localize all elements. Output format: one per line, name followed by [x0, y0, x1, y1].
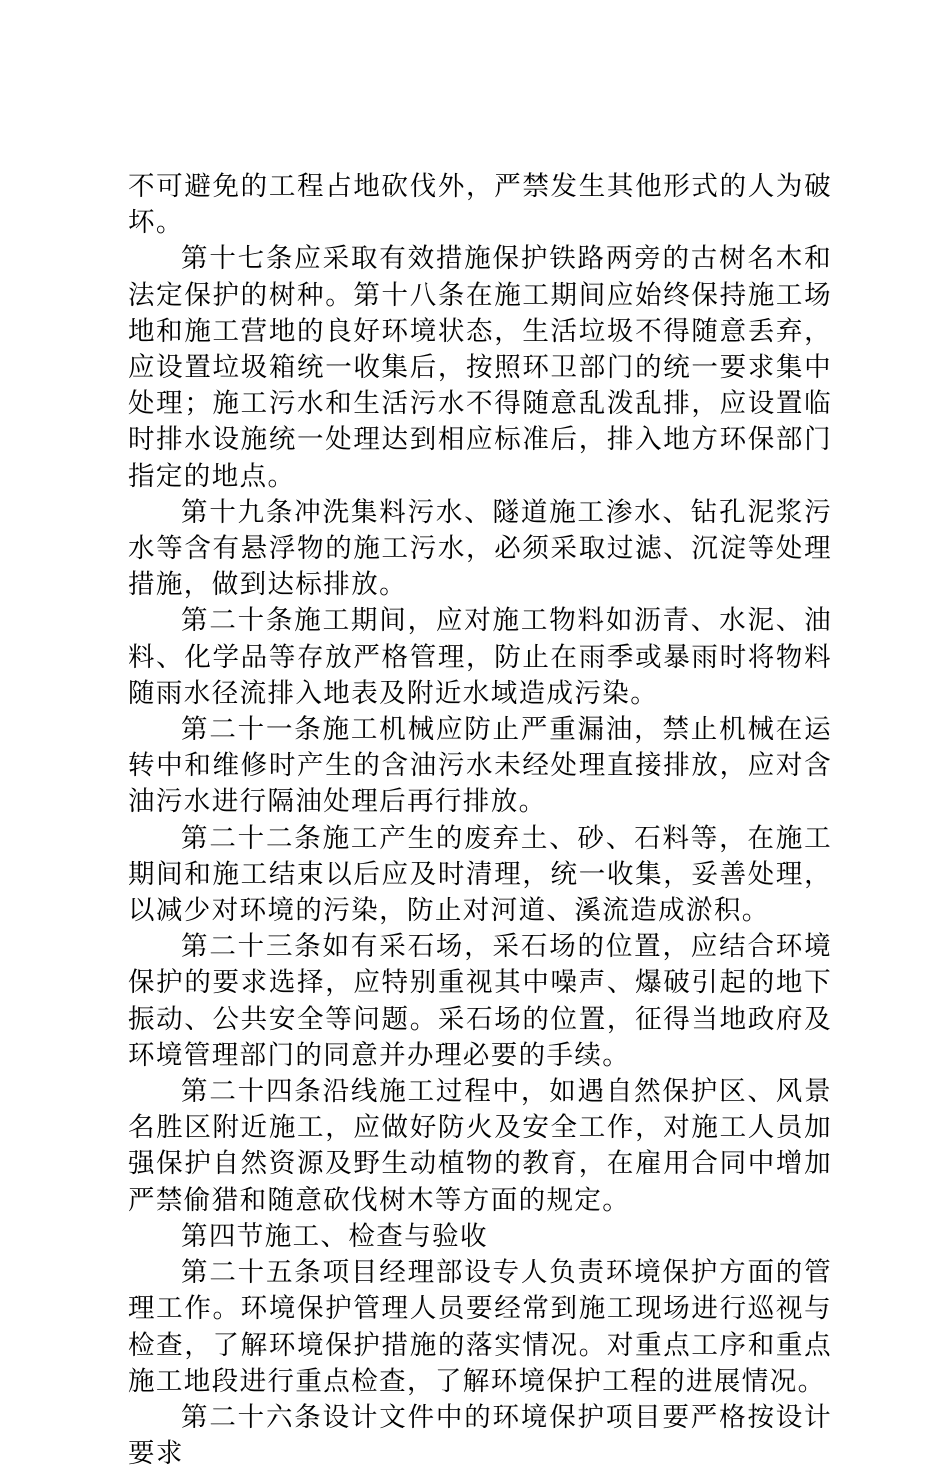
paragraph-article-24: 第二十四条沿线施工过程中，如遇自然保护区、风景名胜区附近施工，应做好防火及安全工作，对施工人员加强保护自然资源及野生动植物的教育，在雇用合同中增加严禁偷猎和随意砍伐树木等方面的规定。: [128, 1076, 832, 1216]
paragraph-article-22: 第二十二条施工产生的废弃土、砂、石料等，在施工期间和施工结束以后应及时清理，统一收集，妥善处理，以减少对环境的污染，防止对河道、溪流造成淤积。: [128, 822, 832, 927]
paragraph-article-21: 第二十一条施工机械应防止严重漏油，禁止机械在运转中和维修时产生的含油污水未经处理直接排放，应对含油污水进行隔油处理后再行排放。: [128, 714, 832, 818]
section-heading: 第四节施工、检查与验收: [181, 1220, 488, 1252]
paragraph-article-25: 第二十五条项目经理部设专人负责环境保护方面的管理工作。环境保护管理人员要经常到施工现场进行巡视与检查，了解环境保护措施的落实情况。对重点工序和重点施工地段进行重点检查，了解环境保护工程的进展情况。: [128, 1257, 832, 1397]
paragraph-article-17-18: 第十七条应采取有效措施保护铁路两旁的古树名木和法定保护的树种。第十八条在施工期间应始终保持施工场地和施工营地的良好环境状态，生活垃圾不得随意丢弃，应设置垃圾箱统一收集后，按照环卫部门的统一要求集中处理；施工污水和生活污水不得随意乱泼乱排，应设置临时排水设施统一处理达到相应标准后，排入地方环保部门指定的地点。: [128, 243, 832, 492]
paragraph-continuation: 不可避免的工程占地砍伐外，严禁发生其他形式的人为破坏。: [128, 171, 832, 239]
document-body: [128, 169, 832, 1472]
paragraph-article-20: 第二十条施工期间，应对施工物料如沥青、水泥、油料、化学品等存放严格管理，防止在雨季或暴雨时将物料随雨水径流排入地表及附近水域造成污染。: [128, 605, 832, 709]
paragraph-article-26: 第二十六条设计文件中的环境保护项目要严格按设计要求: [128, 1401, 832, 1470]
paragraph-article-19: 第十九条冲洗集料污水、隧道施工渗水、钻孔泥浆污水等含有悬浮物的施工污水，必须采取过滤、沉淀等处理措施，做到达标排放。: [128, 496, 832, 601]
paragraph-article-23: 第二十三条如有采石场，采石场的位置，应结合环境保护的要求选择，应特别重视其中噪声、爆破引起的地下振动、公共安全等问题。采石场的位置，征得当地政府及环境管理部门的同意并办理必要的手续。: [128, 931, 832, 1071]
